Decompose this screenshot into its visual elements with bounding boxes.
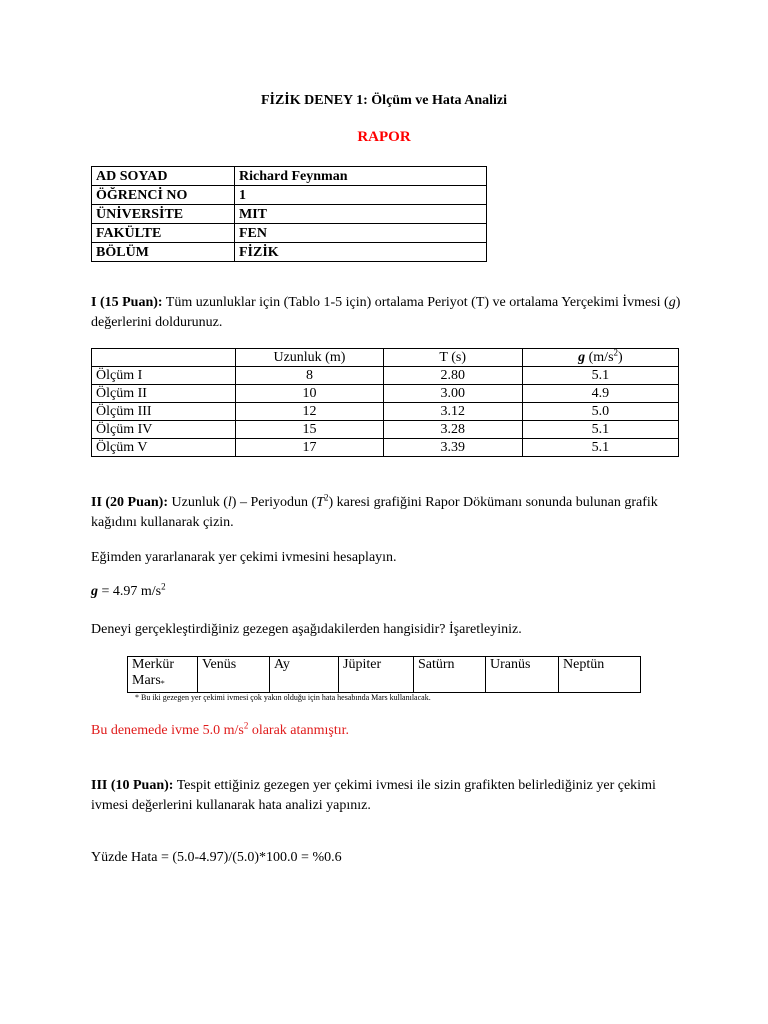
planet-option-mars: Mars — [132, 673, 161, 688]
question-1-text-a: Tüm uzunluklar için (Tablo 1-5 için) ortalama Periyot (T) ve ortalama Yerçekimi İvmesi ( — [162, 295, 669, 310]
question-3 — [91, 776, 691, 816]
question-2-text-a: Uzunluk ( — [168, 495, 228, 510]
planet-option-venus[interactable]: Venüs — [198, 657, 270, 693]
cell-length: 17 — [236, 439, 383, 457]
info-label: ÖĞRENCİ NO — [92, 186, 235, 205]
header-empty — [92, 349, 236, 367]
planet-option-ay[interactable]: Ay — [270, 657, 339, 693]
table-row — [92, 224, 487, 243]
planet-question: Deneyi gerçekleştirdiğiniz gezegen aşağıdakilerden hangisidir? İşaretleyiniz. — [91, 622, 522, 637]
info-label: AD SOYAD — [92, 167, 235, 186]
planet-selection-table — [127, 656, 641, 693]
header-g-exp: 2 — [613, 346, 619, 357]
question-2-text-b: ) – Periyodun ( — [231, 495, 317, 510]
cell-length: 15 — [236, 421, 383, 439]
measurement-table — [91, 348, 679, 457]
planet-option-neptun[interactable]: Neptün — [559, 657, 641, 693]
cell-length: 10 — [236, 385, 383, 403]
table-row — [92, 205, 487, 224]
question-1 — [91, 293, 691, 333]
planet-option-merkur[interactable]: Merkür Mars* — [128, 657, 198, 693]
question-2-text-c: ) karesi grafiğini Rapor Dökümanı sonunda bulunan grafik kağıdını kullanarak çizin. — [91, 495, 658, 530]
t-exp: 2 — [323, 492, 329, 503]
footnote-marker: * — [160, 679, 165, 688]
header-period: T (s) — [383, 349, 522, 367]
info-value: FİZİK — [235, 243, 487, 262]
question-3-text: Tespit ettiğiniz gezegen yer çekimi ivmesi ile sizin grafikten belirlediğiniz yer çekimi ivmesi değerlerini kullanarak hata analizi yapınız. — [91, 778, 656, 813]
info-value: FEN — [235, 224, 487, 243]
assigned-gravity-note: Bu denemede ivme 5.0 $m/s^2$ olarak atanmıştır. — [91, 720, 350, 738]
table-row — [92, 403, 679, 421]
row-label: Ölçüm IV — [92, 421, 236, 439]
cell-period: 2.80 — [383, 367, 522, 385]
g-result-value: = 4.97 m/s — [98, 584, 162, 599]
slope-instruction: Eğimden yararlanarak yer çekimi ivmesini hesaplayın. — [91, 550, 397, 565]
g-symbol: g — [668, 295, 676, 310]
g-result-exp: 2 — [161, 581, 166, 592]
report-subtitle: RAPOR — [357, 129, 411, 145]
row-label: Ölçüm II — [92, 385, 236, 403]
student-info-table — [91, 166, 487, 262]
info-label: BÖLÜM — [92, 243, 235, 262]
table-header-row — [92, 349, 679, 367]
assigned-exp: 2 — [243, 720, 249, 731]
document-title: FİZİK DENEY 1: Ölçüm ve Hata Analizi — [260, 93, 508, 108]
cell-g: 5.0 — [522, 403, 678, 421]
table-row — [92, 367, 679, 385]
question-1-heading: I (15 Puan): — [91, 295, 163, 310]
table-row — [92, 243, 487, 262]
cell-period: 3.00 — [383, 385, 522, 403]
cell-g: 5.1 — [522, 367, 678, 385]
cell-period: 3.39 — [383, 439, 522, 457]
row-label: Ölçüm V — [92, 439, 236, 457]
t-symbol: T — [316, 495, 324, 510]
percent-error-formula: Yüzde Hata = (5.0-4.97)/(5.0)*100.0 = %0.6 — [91, 850, 342, 865]
question-2-heading: II (20 Puan): — [91, 495, 169, 510]
info-label: ÜNİVERSİTE — [92, 205, 235, 224]
table-row — [92, 385, 679, 403]
info-value: 1 — [235, 186, 487, 205]
question-2 — [91, 493, 691, 533]
table-row — [92, 167, 487, 186]
table-row — [92, 421, 679, 439]
cell-period: 3.28 — [383, 421, 522, 439]
row-label: Ölçüm III — [92, 403, 236, 421]
info-value: Richard Feynman — [235, 167, 487, 186]
header-g-close: ) — [618, 349, 623, 365]
question-1-text-b: ) değerlerini doldurunuz. — [91, 295, 681, 330]
g-result-symbol: g — [91, 584, 98, 599]
cell-g: 5.1 — [522, 439, 678, 457]
header-gravity — [522, 346, 678, 367]
planet-option-jupiter[interactable]: Jüpiter — [339, 657, 414, 693]
planet-option-uranus[interactable]: Uranüs — [486, 657, 559, 693]
table-row — [92, 439, 679, 457]
cell-period: 3.12 — [383, 403, 522, 421]
info-label: FAKÜLTE — [92, 224, 235, 243]
cell-length: 8 — [236, 367, 383, 385]
row-label: Ölçüm I — [92, 367, 236, 385]
l-symbol: l — [227, 495, 232, 510]
cell-g: 5.1 — [522, 421, 678, 439]
info-value: MIT — [235, 205, 487, 224]
question-3-heading: III (10 Puan): — [91, 778, 174, 793]
header-g-unit: (m/s — [585, 349, 614, 365]
cell-length: 12 — [236, 403, 383, 421]
table-row — [128, 657, 641, 693]
header-g-symbol: g — [578, 349, 586, 365]
cell-g: 4.9 — [522, 385, 678, 403]
planet-footnote: * Bu iki gezegen yer çekimi ivmesi çok yakın olduğu için hata hesabında Mars kullanılacak. — [135, 693, 431, 702]
g-result — [91, 582, 166, 602]
header-length: Uzunluk (m) — [236, 349, 383, 367]
planet-option-saturn[interactable]: Satürn — [414, 657, 486, 693]
table-row — [92, 186, 487, 205]
